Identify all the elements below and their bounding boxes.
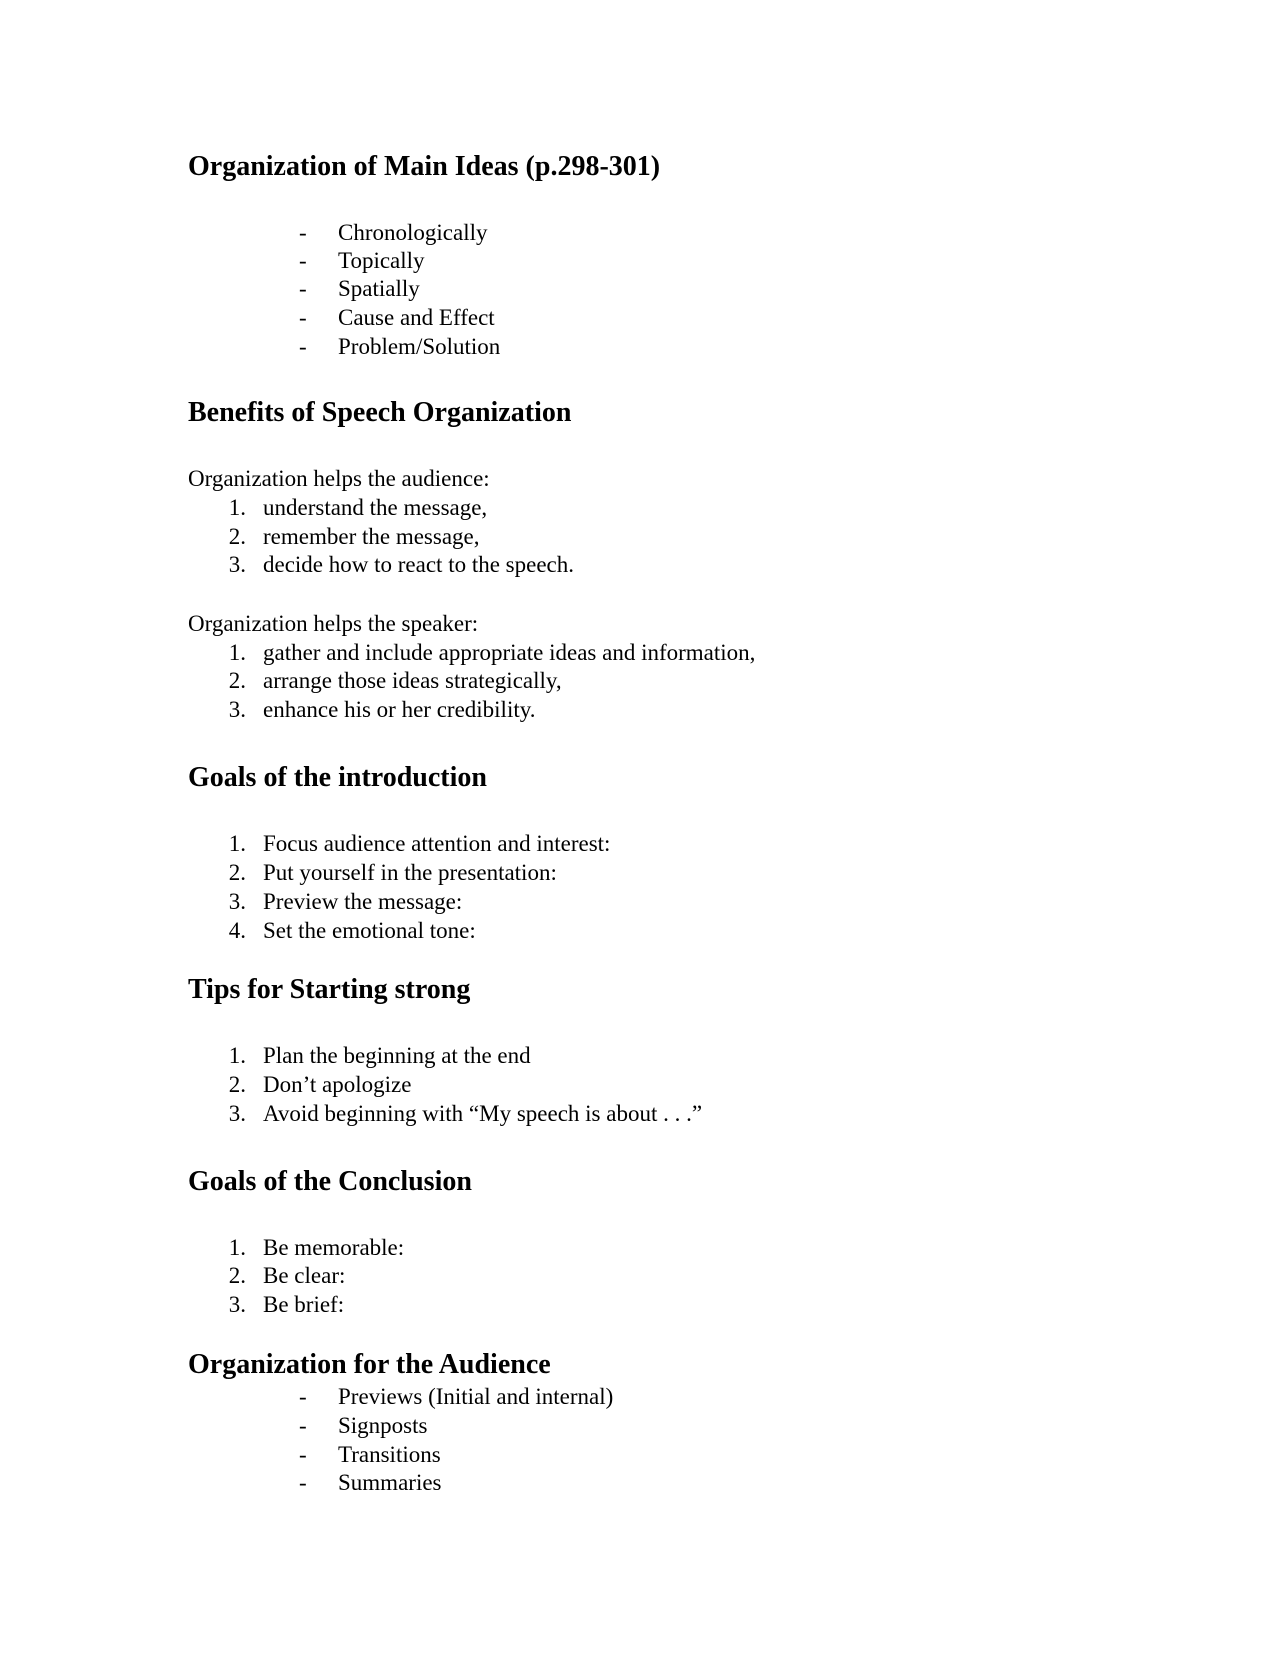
speaker-intro: Organization helps the speaker:	[188, 611, 479, 636]
bullet-dash: -	[299, 334, 307, 359]
heading-conclusion-goals: Goals of the Conclusion	[188, 1166, 472, 1197]
list-item-summaries: Summaries	[338, 1470, 442, 1495]
list-number: 2.	[228, 860, 246, 885]
list-number: 3.	[228, 697, 246, 722]
list-item-previews: Previews (Initial and internal)	[338, 1384, 614, 1409]
list-number: 3.	[228, 1292, 246, 1317]
list-item-chronologically: Chronologically	[338, 220, 488, 245]
bullet-dash: -	[299, 305, 307, 330]
list-item-problem-solution: Problem/Solution	[338, 334, 501, 359]
list-item: enhance his or her credibility.	[263, 697, 536, 722]
list-number: 2.	[228, 668, 246, 693]
list-number: 1.	[228, 1043, 246, 1068]
list-item: Don’t apologize	[263, 1072, 412, 1097]
list-number: 2.	[228, 524, 246, 549]
list-number: 2.	[228, 1263, 246, 1288]
list-item-topically: Topically	[338, 248, 425, 273]
list-item: arrange those ideas strategically,	[263, 668, 562, 693]
list-number: 1.	[228, 640, 246, 665]
audience-intro: Organization helps the audience:	[188, 466, 490, 491]
list-number: 3.	[228, 889, 246, 914]
heading-intro-goals: Goals of the introduction	[188, 762, 487, 793]
list-item: Plan the beginning at the end	[263, 1043, 531, 1068]
list-number: 3.	[228, 1101, 246, 1126]
list-number: 4.	[228, 918, 246, 943]
list-item-spatially: Spatially	[338, 276, 420, 301]
list-item: decide how to react to the speech.	[263, 552, 575, 577]
bullet-dash: -	[299, 248, 307, 273]
bullet-dash: -	[299, 1384, 307, 1409]
list-item-transitions: Transitions	[338, 1442, 441, 1467]
bullet-dash: -	[299, 1470, 307, 1495]
bullet-dash: -	[299, 1442, 307, 1467]
list-number: 1.	[228, 495, 246, 520]
list-number: 2.	[228, 1072, 246, 1097]
list-item: Set the emotional tone:	[263, 918, 476, 943]
list-item: Be brief:	[263, 1292, 345, 1317]
list-item: Put yourself in the presentation:	[263, 860, 557, 885]
list-item: gather and include appropriate ideas and information,	[263, 640, 756, 665]
list-number: 1.	[228, 831, 246, 856]
list-item: Focus audience attention and interest:	[263, 831, 611, 856]
bullet-dash: -	[299, 276, 307, 301]
heading-benefits: Benefits of Speech Organization	[188, 397, 572, 428]
list-item: understand the message,	[263, 495, 488, 520]
heading-tips: Tips for Starting strong	[188, 974, 471, 1005]
list-item-cause-effect: Cause and Effect	[338, 305, 495, 330]
list-number: 1.	[228, 1235, 246, 1260]
heading-audience-org: Organization for the Audience	[188, 1349, 551, 1380]
list-item: Be clear:	[263, 1263, 346, 1288]
bullet-dash: -	[299, 220, 307, 245]
list-item-signposts: Signposts	[338, 1413, 428, 1438]
list-item: Avoid beginning with “My speech is about . . .”	[263, 1101, 703, 1126]
list-item: Be memorable:	[263, 1235, 405, 1260]
list-item: Preview the message:	[263, 889, 463, 914]
list-number: 3.	[228, 552, 246, 577]
list-item: remember the message,	[263, 524, 480, 549]
heading-main-ideas: Organization of Main Ideas (p.298-301)	[188, 151, 661, 182]
bullet-dash: -	[299, 1413, 307, 1438]
